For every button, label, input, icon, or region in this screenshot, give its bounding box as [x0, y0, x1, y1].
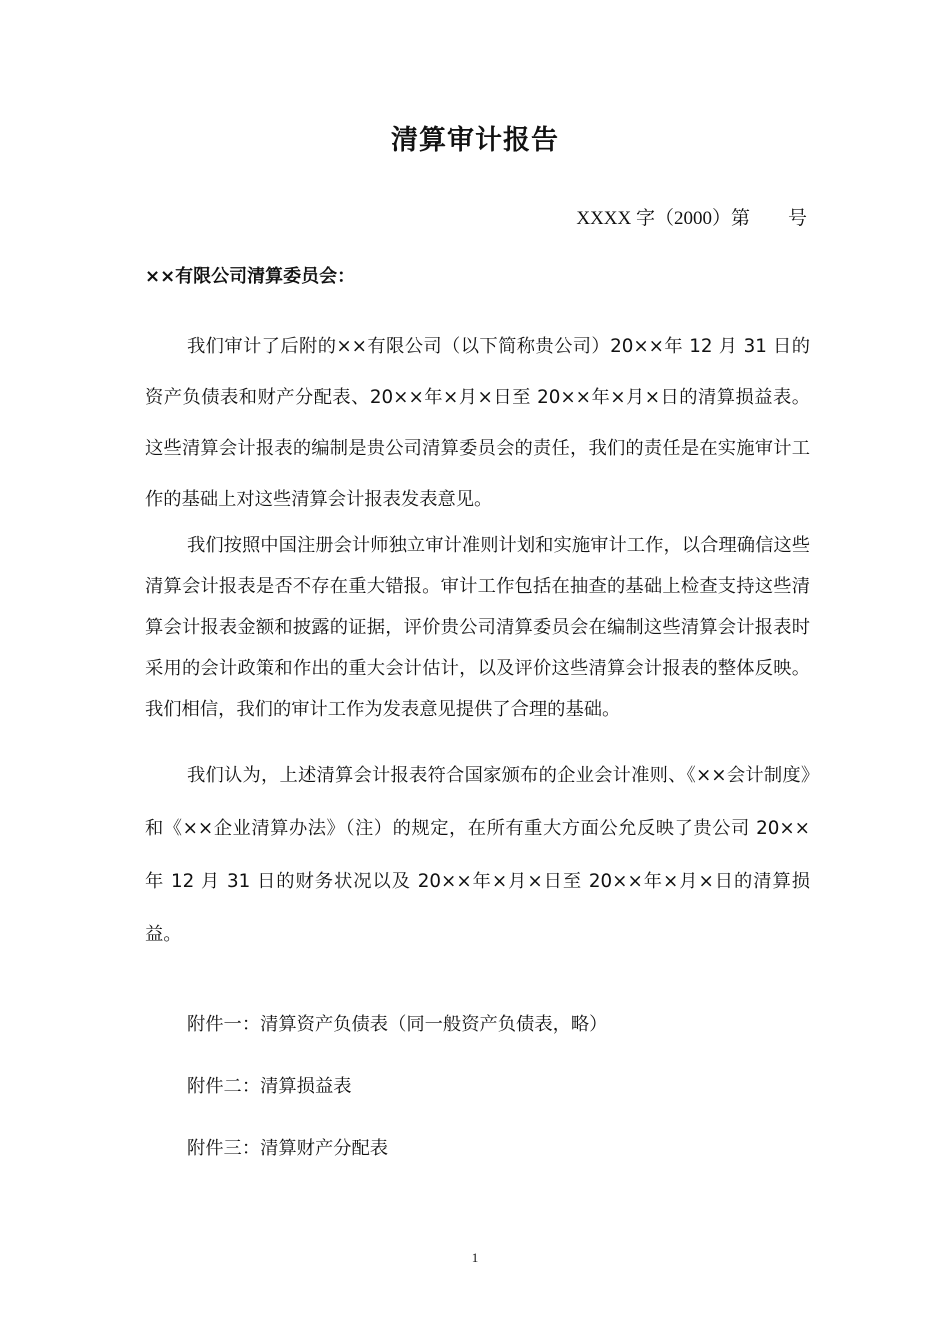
attachment-item: 附件一：清算资产负债表（同一般资产负债表，略） — [187, 1014, 608, 1035]
addressee: ××有限公司清算委员会： — [145, 266, 356, 287]
document-number: XXXX 字（2000）第 号 — [576, 208, 807, 229]
page-number: 1 — [471, 1250, 479, 1265]
paragraph: 我们认为，上述清算会计报表符合国家颁布的企业会计准则、《××会计制度》和《××企业清算办法》（注）的规定，在所有重大方面公允反映了贵公司 20××年 12 月 31 日的财务状况以及 20××年×月×日至 20××年×月×日的清算损益。 — [145, 765, 810, 945]
document-title: 清算审计报告 — [391, 125, 559, 156]
attachment-item: 附件二：清算损益表 — [187, 1076, 352, 1097]
attachment-item: 附件三：清算财产分配表 — [187, 1138, 389, 1159]
paragraph: 我们审计了后附的××有限公司（以下简称贵公司）20××年 12 月 31 日的资产负债表和财产分配表、20××年×月×日至 20××年×月×日的清算损益表。这些清算会计报表的编制是贵公司清算委员会的责任，我们的责任是在实施审计工作的基础上对这些清算会计报表发表意见。 — [145, 336, 810, 510]
paragraph: 我们按照中国注册会计师独立审计准则计划和实施审计工作，以合理确信这些清算会计报表是否不存在重大错报。审计工作包括在抽查的基础上检查支持这些清算会计报表金额和披露的证据，评价贵公司清算委员会在编制这些清算会计报表时采用的会计政策和作出的重大会计估计，以及评价这些清算会计报表的整体反映。我们相信，我们的审计工作为发表意见提供了合理的基础。 — [145, 535, 810, 720]
